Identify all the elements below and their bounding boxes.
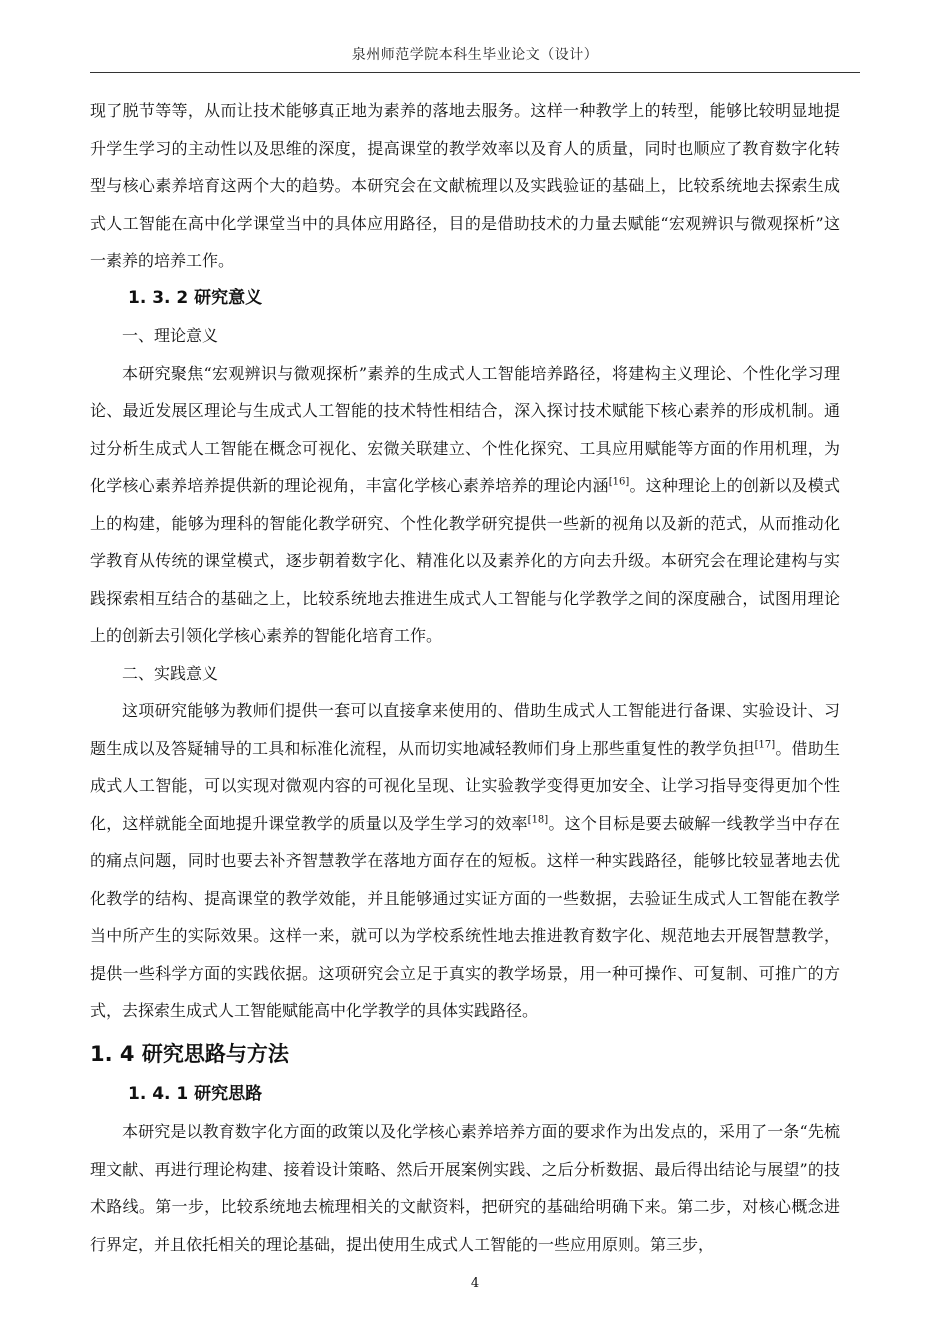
page-number: 4 [470, 1276, 480, 1291]
heading-1-4: 1. 4 研究思路与方法 [90, 1041, 289, 1066]
paragraph-text: 。借助生成式人工智能，可以实现对微观内容的可视化呈现、让实验教学变得更加安全、让学习指导变得更加个性化，这样就能全面地提升课堂教学的质量以及学生学习的效率 [90, 738, 840, 833]
paragraph-text: 。这种理论上的创新以及模式上的构建，能够为理科的智能化教学研究、个性化教学研究提供一些新的视角以及新的范式，从而推动化学教育从传统的课堂模式，逐步朝着数字化、精准化以及素养化的方向去升级。本研究会在理论建构与实践探索相互结合的基础之上，比较系统地去推进生成式人工智能与化学教学之间的深度融合，试图用理论上的创新去引领化学核心素养的智能化培育工作。 [90, 476, 840, 645]
paragraph-research-approach [90, 1113, 840, 1263]
citation-18: [18] [527, 814, 549, 826]
paragraph-text: 这项研究能够为教师们提供一套可以直接拿来使用的、借助生成式人工智能进行备课、实验设计、习题生成以及答疑辅导的工具和标准化流程，从而切实地减轻教师们身上那些重复性的教学负担 [90, 701, 840, 758]
paragraph-text: 。这个目标是要去破解一线教学当中存在的痛点问题，同时也要去补齐智慧教学在落地方面存在的短板。这样一种实践路径，能够比较显著地去优化教学的结构、提高课堂的教学效能，并且能够通过实证方面的一些数据，去验证生成式人工智能在教学当中所产生的实际效果。这样一来，就可以为学校系统性地去推进教育数字化、规范地去开展智慧教学，提供一些科学方面的实践依据。这项研究会立足于真实的教学场景，用一种可操作、可复制、可推广的方式，去探索生成式人工智能赋能高中化学教学的具体实践路径。 [90, 813, 840, 1020]
paragraph-continuation [90, 92, 840, 280]
page-content [90, 92, 840, 1263]
citation-17: [17] [754, 739, 776, 751]
page-header-title: 泉州师范学院本科生毕业论文（设计） [351, 47, 599, 63]
paragraph-text: 现了脱节等等，从而让技术能够真正地为素养的落地去服务。这样一种教学上的转型，能够比较明显地提升学生学习的主动性以及思维的深度，提高课堂的教学效率以及育人的质量，同时也顺应了教育数字化转型与核心素养培育这两个大的趋势。本研究会在文献梳理以及实践验证的基础上，比较系统地去探索生成式人工智能在高中化学课堂当中的具体应用路径，目的是借助技术的力量去赋能“宏观辨识与微观探析”这一素养的培养工作。 [90, 101, 840, 270]
header-rule [90, 72, 860, 73]
paragraph-theory [90, 355, 840, 655]
heading-practice-significance: 二、实践意义 [122, 663, 219, 683]
paragraph-practice [90, 692, 840, 1030]
citation-16: [16] [608, 476, 630, 488]
heading-1-3-2: 1. 3. 2 研究意义 [128, 287, 263, 308]
heading-theory-significance: 一、理论意义 [122, 326, 219, 345]
heading-1-4-1: 1. 4. 1 研究思路 [128, 1083, 263, 1104]
paragraph-text: 本研究是以教育数字化方面的政策以及化学核心素养培养方面的要求作为出发点的，采用了一条“先梳理文献、再进行理论构建、接着设计策略、然后开展案例实践、之后分析数据、最后得出结论与展望”的技术路线。第一步，比较系统地去梳理相关的文献资料，把研究的基础给明确下来。第二步，对核心概念进行界定，并且依托相关的理论基础，提出使用生成式人工智能的一些应用原则。第三步， [90, 1122, 840, 1254]
paragraph-text: 本研究聚焦“宏观辨识与微观探析”素养的生成式人工智能培养路径，将建构主义理论、个性化学习理论、最近发展区理论与生成式人工智能的技术特性相结合，深入探讨技术赋能下核心素养的形成机制。通过分析生成式人工智能在概念可视化、宏微关联建立、个性化探究、工具应用赋能等方面的作用机理，为化学核心素养培养提供新的理论视角，丰富化学核心素养培养的理论内涵 [90, 363, 840, 495]
